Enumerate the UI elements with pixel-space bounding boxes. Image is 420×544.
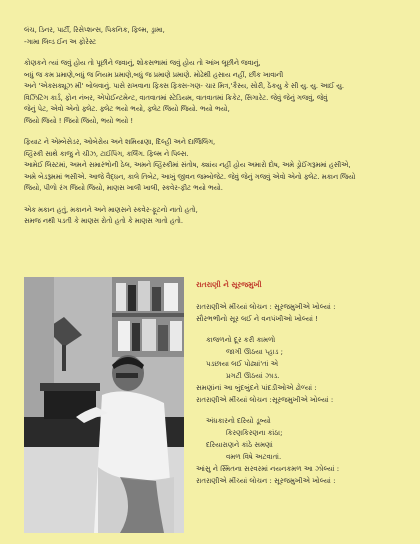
prose-line: સમજ નથી પડતી કે માણસ રોતો હતો કે માણસ ગાતો હતો. <box>24 217 184 225</box>
prose-line: અમે બેડરૂમમાં ભસીએ. આજે વૈદ્ધન, કાલે તિબેટ, આખું જીવન જમ્બોજેટ. જેવું જેનું ગજવું એવો એનો ફ્લેટ. મકાન જિયો <box>24 172 356 181</box>
prose-passage <box>24 25 404 228</box>
poem-line: કિરણકિરણના કાંઠા; <box>226 429 283 437</box>
prose-line: જેનું પેટ, એવો એનો ફ્લેટ. ફ્લેટ ભયો ભયો, ફ્લેટ જિયો જિયો. ભયો ભયો, <box>24 105 230 113</box>
poem-line: સૌરભભીનો સૂર લઈ ને વનપંખીઓ ખોલ્યાં ! <box>196 315 318 323</box>
prose-line: જિયો, પીળો રંગ જિયો જિયો, માણસ ખાલી ખાલી, સ્કવેર-ફીટ ભયો ભયો. <box>24 184 223 192</box>
prose-line: -ગામા લિવ્ડ ઈન અ ફોરેસ્ટ <box>24 37 97 46</box>
prose-paragraph-3 <box>24 205 404 228</box>
photo-of-man-at-desk-icon <box>24 277 184 533</box>
prose-line: અને 'એક્સક્યૂઝ મી' બોલવાનું. પાસે રાખવાના ફિક્સ ફિક્સ-ગણ- ચાર મિત્ર,'કૈસ્ય, સોરી, ઠેંકયુ કે સી યુ. યુ. આઈ યુ. <box>24 82 344 90</box>
poem-line: સમણાંનાં આ બુંદબુંદને પાંદડીઓએ ઢોળ્યાં : <box>196 384 317 392</box>
prose-line: કોણકને ત્યાં જવું હોય તો પૂછીને જવાનું, શોકસભામાં જવું હોય તો આંખ લૂછીને જવાનું, <box>24 59 261 67</box>
poem-line: રાતરાણીએ મીંચ્યાં લોચન :સૂરજમુખીએ ખોલ્યાં : <box>196 396 334 404</box>
poem-line: રાતરાણીએ મીંચ્યાં લોચન : સૂરજમુખીએ ખોલ્યાં : <box>196 477 336 485</box>
poem-line: દરિયારાણને કાંઠે સમણાં <box>206 441 273 449</box>
poem-stanza-1 <box>196 301 406 325</box>
poem-line: કાજળનો દૂર કરી કામળો <box>206 336 276 344</box>
prose-line: આમેઈ લિસ્ટમાં, અમને સમારંભોની ઠેલ, અમને વ્હિસ્કીમાં સંતોષ, ક્યાંય નહીં હોય અમારો દોષ, અમે ડ્રોઈંગરૂમમાં હસીએ, <box>24 161 351 169</box>
poem-line: અંધકારનો દરિયો ડૂબ્યો <box>206 417 271 425</box>
prose-line: એક મકાન હતું, મકાનને અને માણસને સ્કવેર-ફૂટનો નાતો હતો, <box>24 205 198 214</box>
prose-line: લંચ, ડિનર, પાર્ટી, રિસેપ્શન્સ, પિકનિક, ફિલ્મ, ડ્રામા, <box>24 26 165 34</box>
poem-stanza-3 <box>196 415 406 487</box>
poem-line: જાગી ઊઠયા પ્હાડ ; <box>226 348 284 356</box>
prose-line: ફિયાટ ને એમ્બેસેડર, ઓબેરોય અને શમિયાણા, દિલ્હી અને દાર્જિલિંગ, <box>24 138 216 146</box>
poem-line: પડછાયા લઈ પોઢ્યાં'તાં એ <box>206 360 279 368</box>
prose-line: વ્હિસ્કી સાથે કાજુ ને ચીઝ, ટાઈપિંગ, કર્લિંગ. ફિલ્મ ને પિલ્સ. <box>24 149 189 158</box>
prose-paragraph-1 <box>24 58 404 127</box>
poem-stanza-2 <box>196 334 406 406</box>
prose-paragraph-2 <box>24 137 404 195</box>
poem <box>196 279 406 487</box>
prose-line: બધું જ કમ પ્રમાણે,બધું જ નિયમ પ્રમાણે,બધું જ પ્રમાણે પ્રમાણે. મોઢેથી હસાય નહીં, છીંક ખાવાની <box>24 70 284 79</box>
prose-line: જિયો જિયો ! જિયો જિયો, ભયો ભયો ! <box>24 116 134 125</box>
poem-line: આંસુ ને સ્મિતના સરવરમાં નયનકમળ આ ઝોલ્યાં : <box>196 465 340 473</box>
poem-title: રાતરાણી ને સૂરજમુખી <box>196 280 262 289</box>
poem-line: પ્રગટી ઊઠયાં ઝાડ. <box>226 372 280 380</box>
poem-line: વમળ વિષે અટવાતાં. <box>226 453 282 461</box>
author-photo <box>24 277 184 533</box>
poem-line: રાતરાણીએ મીંચ્યાં લોચન : સૂરજમુખીએ ખોલ્યાં : <box>196 303 336 311</box>
prose-line: વિઝિટિંગ કાર્ડ, ફોન નંબર, એપોઈન્ટમેન્ટ, વાતવાતમાં સ્ટેડિયમ, વાતવાતમાં ક્રિકેટ, સિગારેટ. જેવું જેનું ગજવું, જેવું <box>24 93 328 102</box>
